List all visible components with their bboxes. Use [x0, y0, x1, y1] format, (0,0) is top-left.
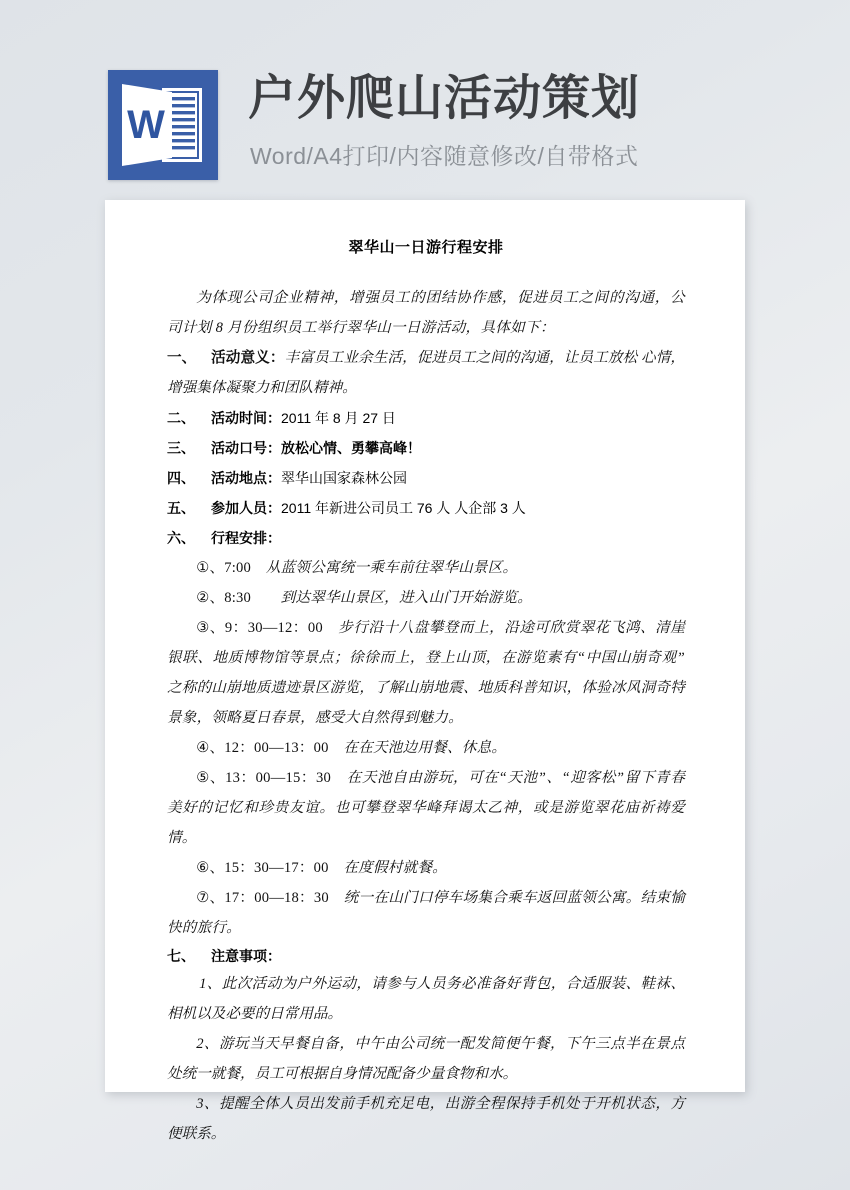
itinerary-marker: ⑤、	[196, 770, 226, 786]
itinerary-text: 步行沿十八盘攀登而上，沿途可欣赏翠花飞鸿、清崖银联、地质博物馆等景点；徐徐而上，登上山顶，在游览素有“中国山崩奇观”之称的山崩地质遗迹景区游览，了解山崩地震、地质科普知识，体验冰风洞奇特景象，领略夏日春景，感受大自然得到魅力。	[167, 620, 686, 726]
note-marker: 1、	[199, 976, 222, 992]
section-number: 五、	[167, 500, 195, 516]
section-label: 参加人员：	[211, 500, 281, 516]
itinerary-text: 在天池自由游玩，可在“天池”、“迎客松”留下青春美好的记忆和珍贵友谊。也可攀登翠华峰拜谒太乙神，或是游览翠花庙祈祷爱情。	[167, 770, 686, 846]
itinerary-item	[167, 553, 685, 583]
section-value: 2011 年 8 月 27 日	[281, 410, 396, 426]
note-marker: 2、	[196, 1036, 219, 1052]
note-marker: 3、	[196, 1096, 219, 1112]
note-item	[167, 969, 685, 1029]
itinerary-text: 统一在山门口停车场集合乘车返回蓝领公寓。结束愉快的旅行。	[167, 890, 686, 936]
itinerary-time: 13：00—15：30	[225, 770, 332, 786]
itinerary-time: 12：00—13：00	[224, 740, 329, 756]
itinerary-item	[167, 733, 685, 763]
itinerary-marker: ④、	[196, 740, 225, 756]
itinerary-time: 9：30—12：00	[224, 620, 323, 636]
section-number: 四、	[167, 470, 195, 486]
section-participants	[167, 493, 685, 523]
section-notes	[167, 943, 685, 969]
section-activity-time	[167, 403, 685, 433]
itinerary-text: 到达翠华山景区，进入山门开始游览。	[280, 590, 533, 606]
section-number: 三、	[167, 440, 195, 456]
document-page	[105, 200, 745, 1142]
itinerary-text: 从蓝领公寓统一乘车前往翠华山景区。	[265, 560, 518, 576]
section-value: 2011 年新进公司员工 76 人 人企部 3 人	[281, 500, 526, 516]
itinerary-item	[167, 853, 685, 883]
banner	[0, 0, 850, 200]
note-item	[167, 1089, 685, 1149]
itinerary-item	[167, 583, 685, 613]
section-value: 丰富员工业余生活，促进员工之间的沟通，让员工放松 心情，增强集体凝聚力和团队精神。	[167, 350, 685, 396]
itinerary-marker: ③、	[196, 620, 225, 636]
word-logo-letter: W	[127, 103, 165, 147]
itinerary-item	[167, 613, 685, 733]
itinerary-item	[167, 883, 685, 943]
note-text: 此次活动为户外运动，请参与人员务必准备好背包，合适服装、鞋袜、相机以及必要的日常用品。	[167, 976, 685, 1022]
itinerary-text: 在在天池边用餐、休息。	[343, 740, 507, 756]
section-value: 放松心情、勇攀高峰！	[281, 440, 421, 456]
itinerary-time: 17：00—18：30	[224, 890, 329, 906]
section-number: 一、	[167, 350, 197, 366]
itinerary-item	[167, 763, 685, 853]
note-text: 提醒全体人员出发前手机充足电，出游全程保持手机处于开机状态，方便联系。	[167, 1096, 685, 1142]
banner-subtitle: Word/A4打印/内容随意修改/自带格式	[250, 143, 639, 169]
itinerary-text: 在度假村就餐。	[343, 860, 447, 876]
itinerary-marker: ①、	[196, 560, 225, 576]
section-value: 翠华山国家森林公园	[281, 470, 407, 486]
banner-title: 户外爬山活动策划	[248, 72, 641, 125]
section-number: 六、	[167, 530, 195, 546]
itinerary-time: 7:00	[224, 560, 252, 576]
section-itinerary	[167, 523, 685, 553]
word-logo-icon	[108, 70, 218, 180]
document-body	[105, 200, 745, 1149]
intro-paragraph: 为体现公司企业精神，增强员工的团结协作感，促进员工之间的沟通，公司计划 8 月份组织员工举行翠华山一日游活动，具体如下：	[167, 290, 685, 336]
section-label: 活动时间：	[211, 410, 281, 426]
itinerary-marker: ⑦、	[196, 890, 225, 906]
section-activity-slogan	[167, 433, 685, 463]
document-title: 翠华山一日游行程安排	[348, 239, 504, 256]
note-item	[167, 1029, 685, 1089]
section-label: 注意事项：	[211, 948, 281, 964]
itinerary-marker: ⑥、	[196, 860, 225, 876]
itinerary-time: 15：30—17：00	[224, 860, 329, 876]
section-activity-location	[167, 463, 685, 493]
section-label: 活动地点：	[211, 470, 281, 486]
itinerary-marker: ②、	[196, 590, 225, 606]
section-number: 七、	[167, 948, 195, 964]
section-label: 行程安排：	[211, 530, 281, 546]
section-number: 二、	[167, 410, 195, 426]
section-activity-meaning	[167, 343, 685, 403]
section-label: 活动口号：	[211, 440, 281, 456]
note-text: 游玩当天早餐自备，中午由公司统一配发简便午餐，下午三点半在景点处统一就餐，员工可根据自身情况配备少量食物和水。	[167, 1036, 685, 1082]
section-label: 活动意义：	[211, 350, 285, 366]
itinerary-time: 8:30	[224, 590, 252, 606]
